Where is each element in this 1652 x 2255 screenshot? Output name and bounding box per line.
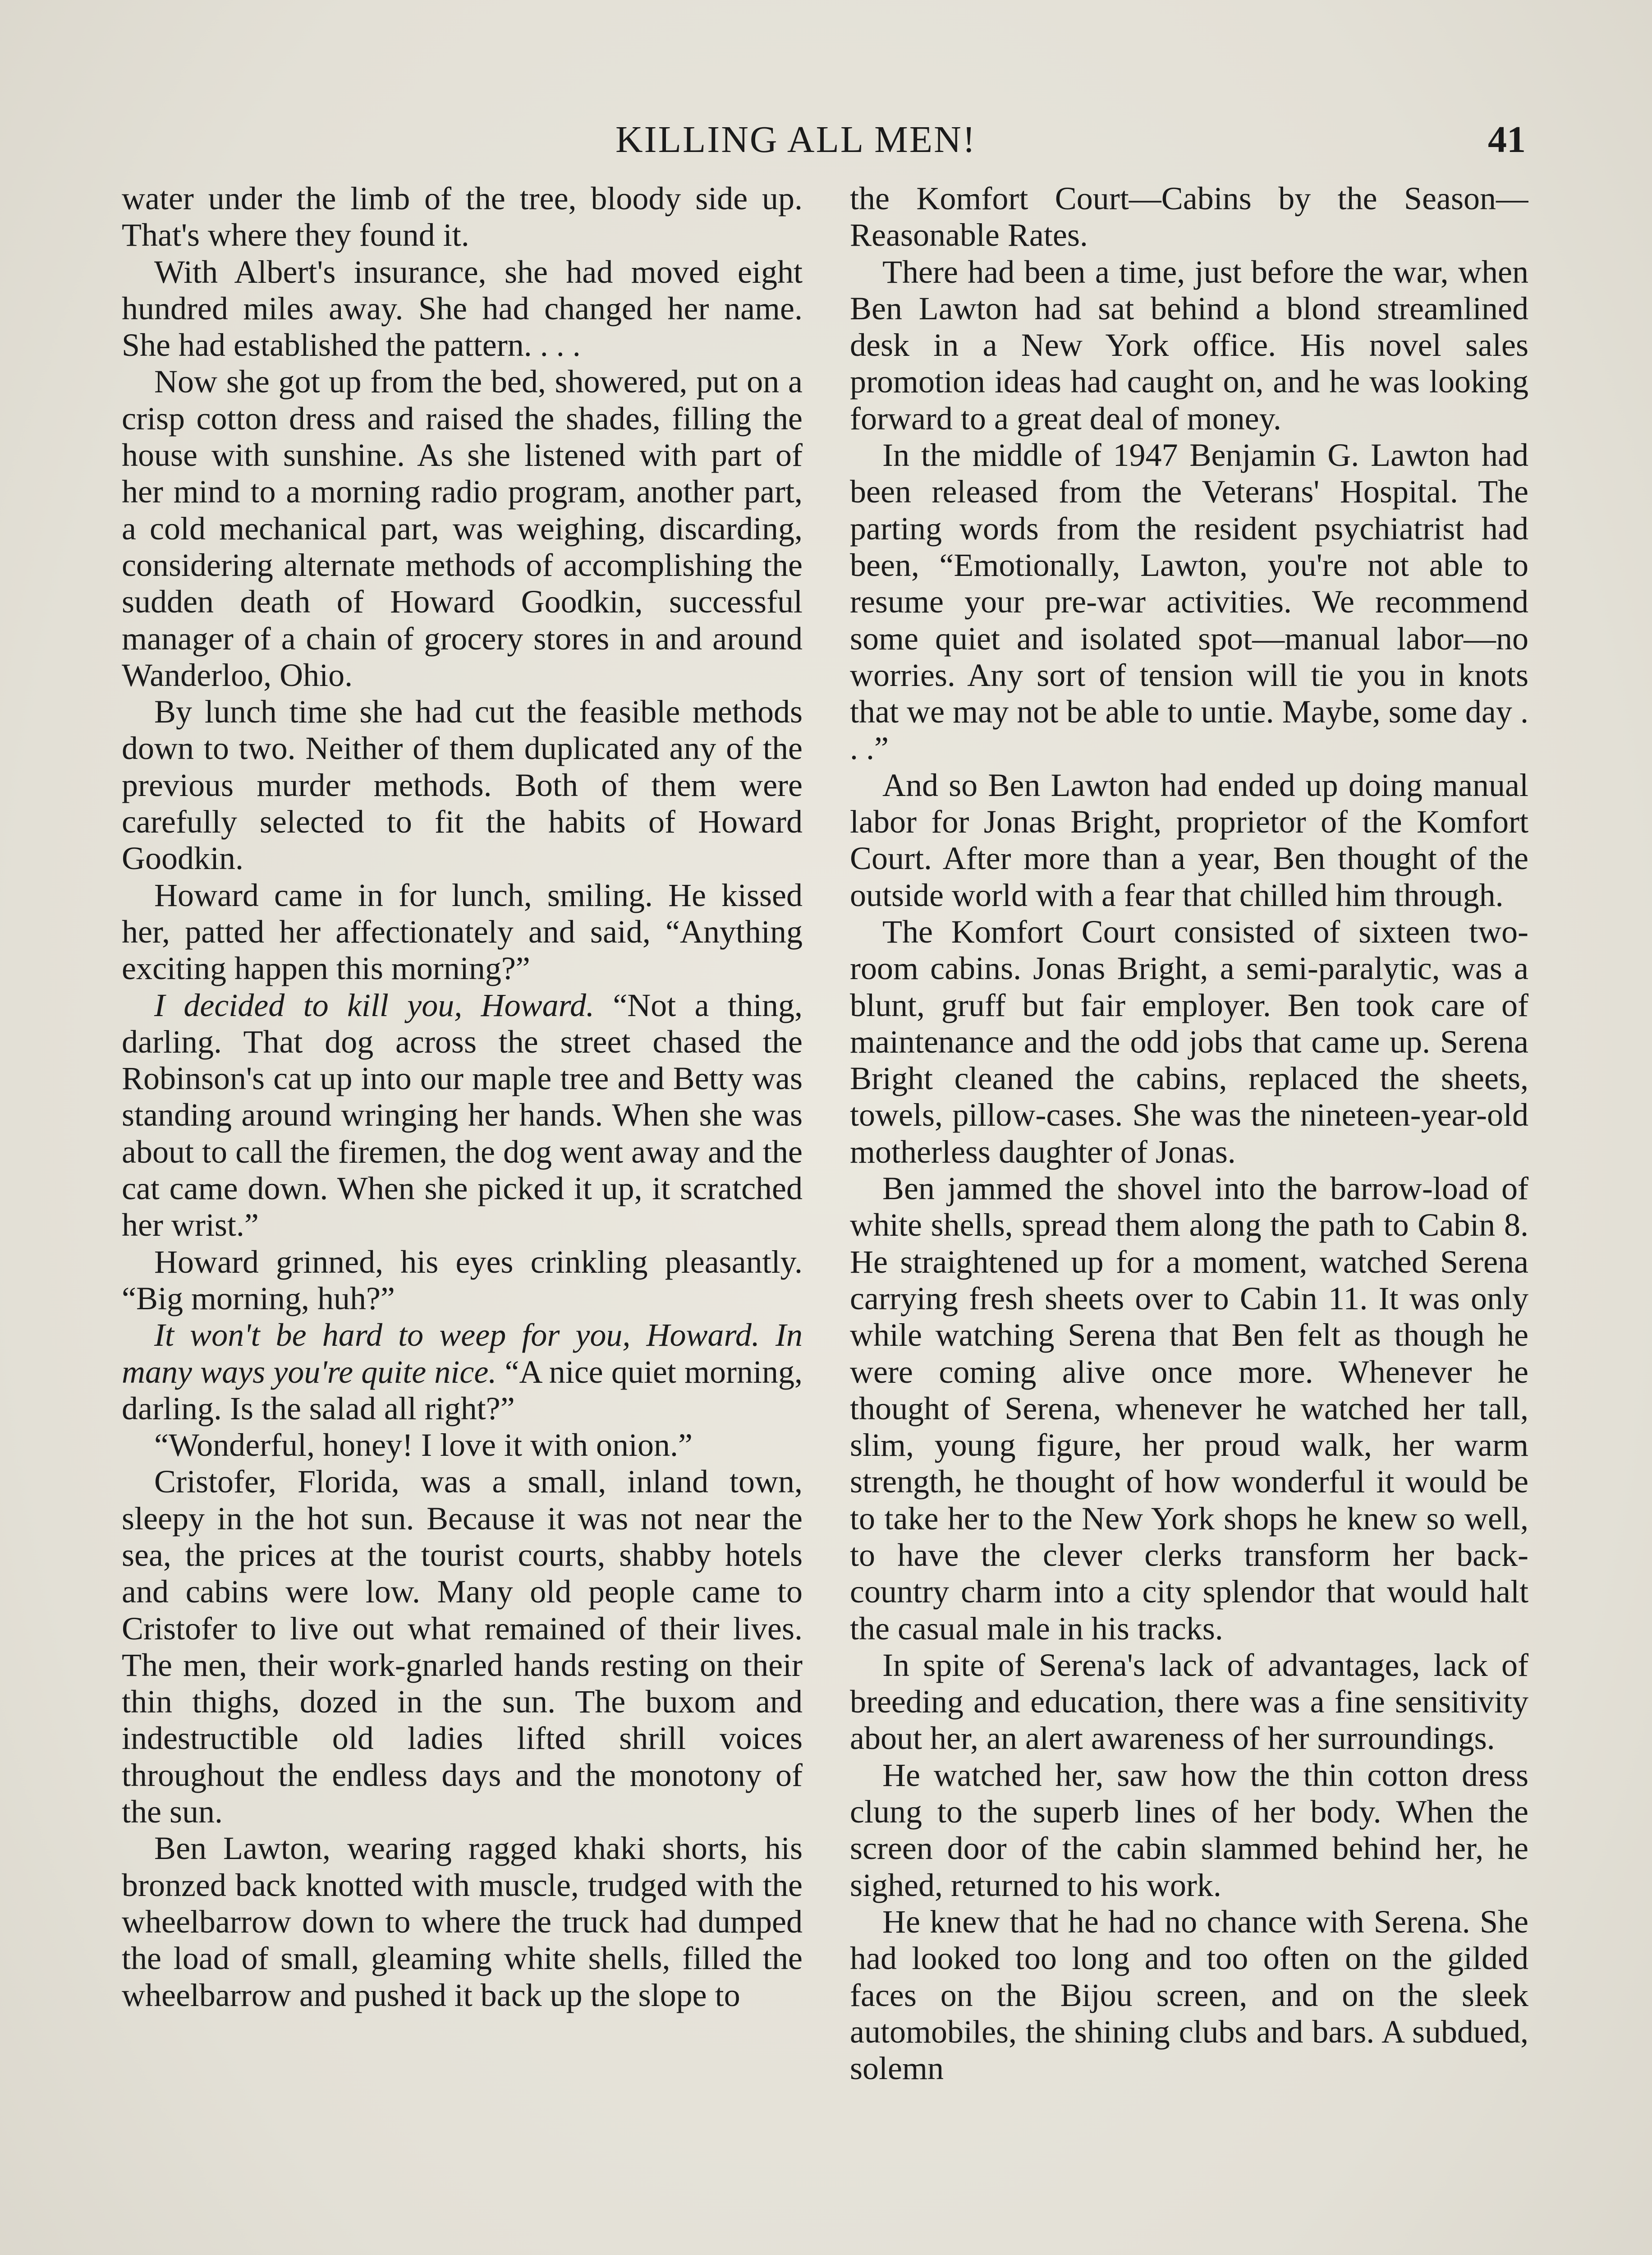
paragraph: the Komfort Court—Cabins by the Season—Reasonable Rates. — [850, 180, 1528, 253]
paragraph: Ben Lawton, wearing ragged khaki shorts, his bronzed back knotted with muscle, trudged with the wheelbarrow down to where the truck had dumped the load of small, gleaming white shells, filled the wheelbarrow and pushed it back up the slope to — [122, 1830, 803, 2013]
paragraph: By lunch time she had cut the feasible methods down to two. Neither of them duplicated any of the previous murder methods. Both of them were carefully selected to fit the habits of Howard Goodkin. — [122, 694, 803, 877]
paragraph: “Wonderful, honey! I love it with onion.” — [154, 1427, 693, 1463]
paragraph: He watched her, saw how the thin cotton dress clung to the superb lines of her body. When the screen door of the cabin slammed behind her, he sighed, returned to his work. — [850, 1757, 1528, 1903]
paragraph: Now she got up from the bed, showered, put on a crisp cotton dress and raised the shades, filling the house with sunshine. As she listened with part of her mind to a morning radio program, another part, a cold mechanical part, was weighing, discarding, considering alternate methods of accomplishing the sudden death of Howard Goodkin, successful manager of a chain of grocery stores in and around Wanderloo, Ohio. — [122, 364, 803, 693]
paragraph: In spite of Serena's lack of advantages, lack of breeding and education, there was a fine sensitivity about her, an alert awareness of her surroundings. — [850, 1647, 1528, 1757]
paragraph: In the middle of 1947 Benjamin G. Lawton had been released from the Veterans' Hospital. The parting words from the resident psychiatrist had been, “Emotionally, Lawton, you're not able to resume your pre-war activities. We recommend some quiet and isolated spot—manual labor—no worries. Any sort of tension will tie you in knots that we may not be able to untie. Maybe, some day . . .” — [850, 437, 1528, 767]
italic-thought: It won't be hard to weep for you, Howard. In many ways you're quite nice. — [122, 1317, 803, 1390]
paragraph: Cristofer, Florida, was a small, inland town, sleepy in the hot sun. Because it was not near the sea, the prices at the tourist courts, shabby hotels and cabins were low. Many old people came to Cristofer to live out what remained of their lives. The men, their work-gnarled hands resting on their thin thighs, dozed in the sun. The buxom and indestructible old ladies lifted shrill voices throughout the endless days and the monotony of the sun. — [122, 1463, 803, 1830]
paragraph — [122, 1317, 803, 1427]
paragraph: Howard grinned, his eyes crinkling pleasantly. “Big morning, huh?” — [122, 1243, 803, 1316]
paragraph: He knew that he had no chance with Serena. She had looked too long and too often on the gilded faces on the Bijou screen, and on the sleek automobiles, the shining clubs and bars. A subdued, solemn — [850, 1903, 1528, 2087]
right-column — [850, 180, 1528, 2255]
dialogue-text: “A nice quiet morning, darling. Is the salad all right?” — [122, 1353, 803, 1427]
page-number: 41 — [1488, 119, 1526, 161]
italic-thought: I decided to kill you, Howard. — [154, 987, 594, 1023]
dialogue-text: “Not a thing, darling. That dog across the street chased the Robinson's cat up into our maple tree and Betty was standing around wringing her hands. When she was about to call the firemen, the dog went away and the cat came down. When she picked it up, it scratched her wrist.” — [122, 987, 803, 1243]
paragraph: And so Ben Lawton had ended up doing manual labor for Jonas Bright, proprietor of the Komfort Court. After more than a year, Ben thought of the outside world with a fear that chilled him through. — [850, 767, 1528, 913]
page-header — [0, 115, 1652, 165]
paragraph: There had been a time, just before the war, when Ben Lawton had sat behind a blond streamlined desk in a New York office. His novel sales promotion ideas had caught on, and he was looking forward to a great deal of money. — [850, 253, 1528, 437]
paragraph: Howard came in for lunch, smiling. He kissed her, patted her affectionately and said, “Anything exciting happen this morning?” — [122, 877, 803, 987]
running-head: KILLING ALL MEN! — [615, 119, 977, 161]
paragraph: Ben jammed the shovel into the barrow-load of white shells, spread them along the path to Cabin 8. He straightened up for a moment, watched Serena carrying fresh sheets over to Cabin 11. It was only while watching Serena that Ben felt as though he were coming alive once more. Whenever he thought of Serena, whenever he watched her tall, slim, young figure, her proud walk, her warm strength, he thought of how wonderful it would be to take her to the New York shops he knew so well, to have the clever clerks transform her back-country charm into a city splendor that would halt the casual male in his tracks. — [850, 1170, 1528, 1647]
paragraph: The Komfort Court consisted of sixteen two-room cabins. Jonas Bright, a semi-paralytic, was a blunt, gruff but fair employer. Ben took care of maintenance and the odd jobs that came up. Serena Bright cleaned the cabins, replaced the sheets, towels, pillow-cases. She was the nineteen-year-old motherless daughter of Jonas. — [850, 913, 1528, 1170]
paragraph: water under the limb of the tree, bloody side up. That's where they found it. — [122, 180, 803, 253]
paragraph — [122, 987, 803, 1244]
paragraph: With Albert's insurance, she had moved eight hundred miles away. She had changed her name. She had established the pattern. . . . — [122, 253, 803, 364]
left-column — [122, 180, 803, 2255]
